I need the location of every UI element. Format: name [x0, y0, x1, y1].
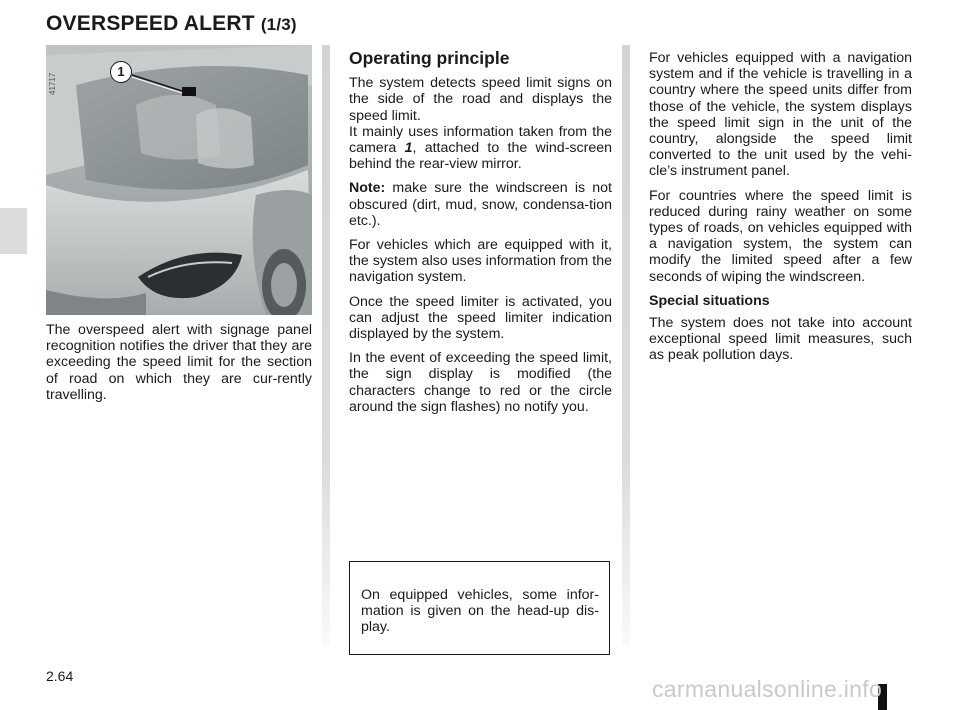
paragraph-detects: The system detects speed limit signs on the side of the road and displays the speed limit.: [349, 75, 612, 124]
callout-leader-line: [46, 45, 312, 315]
paragraph-rainy: For countries where the speed limit is reduced during rainy weather on some types of roads, on vehicles equipped with a navigation system, the system can modify the limited speed after a few seconds of wiping the windscreen.: [649, 187, 912, 285]
paragraph-units: For vehicles equipped with a navigation system and if the vehicle is travelling in a country where the speed units differ from those of the vehicle, the system displays the speed limit sign in the unit of the country, alongside the speed limit converted to the unit used by the vehi-cle’s instrument panel.: [649, 50, 912, 180]
car-windscreen-photo: [46, 45, 312, 315]
column-divider-right: [622, 45, 630, 645]
paragraph-camera: [349, 124, 612, 173]
note-box-text: On equipped vehicles, some infor-mation is given on the head-up dis-play.: [361, 587, 599, 636]
callout-1: 1: [110, 61, 132, 83]
paragraph-exceptional: The system does not take into account exceptional speed limit measures, such as peak pollution days.: [649, 315, 912, 364]
page-number: 2.64: [46, 668, 74, 684]
paragraph-navigation: For vehicles which are equipped with it, the system also uses information from the navigation system.: [349, 237, 612, 286]
note-text: make sure the windscreen is not obscured (dirt, mud, snow, condensa-tion etc.).: [349, 180, 612, 229]
note-label: Note:: [349, 180, 386, 197]
note-paragraph: [349, 180, 612, 229]
paragraph-limiter: Once the speed limiter is activated, you can adjust the speed limiter indication displayed by the system.: [349, 293, 612, 343]
column-2: [349, 50, 612, 423]
page-title: [46, 12, 297, 36]
paragraph-exceeding: In the event of exceeding the speed limit, the sign display is modified (the characters change to red or the circle around the sign flashes) no notify you.: [349, 350, 612, 415]
intro-paragraph: The overspeed alert with signage panel recognition notifies the driver that they are exceeding the speed limit for the section of road on which they are cur-rently travelling.: [46, 322, 312, 403]
operating-principle-heading: Operating principle: [349, 48, 510, 68]
column-1: [46, 322, 312, 411]
head-up-display-note-box: [349, 561, 610, 655]
section-tab: [0, 208, 27, 254]
title-main: OVERSPEED ALERT: [46, 12, 255, 35]
column-3: [649, 50, 912, 372]
column-divider-left: [322, 45, 330, 645]
camera-text-b: , attached to the wind-screen behind the rear-view mirror.: [349, 140, 613, 173]
special-situations-heading: Special situations: [649, 292, 770, 309]
camera-ref: 1: [404, 140, 413, 157]
figure-code: 41717: [48, 72, 57, 95]
camera-text-a: It mainly uses information taken from the camera: [349, 123, 612, 157]
watermark-text: carmanualsonline.info: [652, 676, 883, 702]
title-part: (1/3): [260, 15, 297, 34]
